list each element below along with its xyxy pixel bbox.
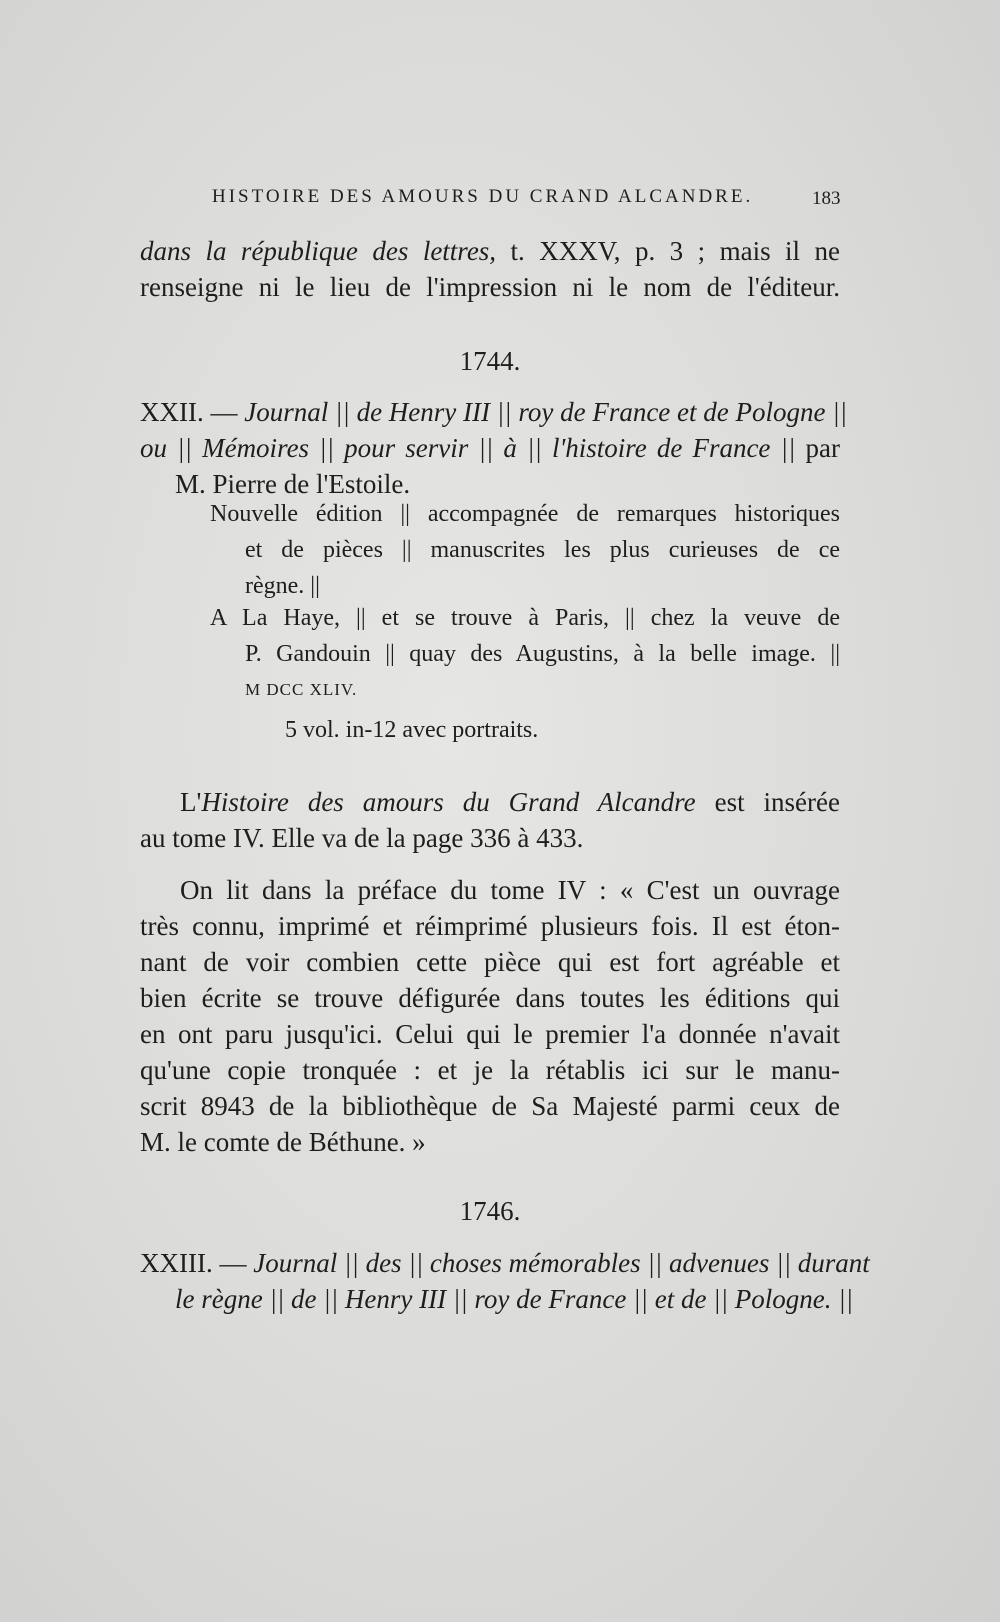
- text-line: [140, 233, 840, 269]
- italic-title: Histoire des amours du Grand Alcandre: [201, 787, 696, 817]
- entry-title: Journal || des || choses mémorables || advenues || durant: [253, 1248, 870, 1278]
- text-line: bien écrite se trouve défigurée dans toutes les éditions qui: [140, 983, 840, 1013]
- paragraph-insertion: [140, 784, 840, 856]
- bibliographic-entry-xxii: [140, 394, 848, 502]
- entry-title: le règne || de || Henry III || roy de France || et de || Pologne. ||: [175, 1284, 854, 1314]
- text-line: P. Gandouin || quay des Augustins, à la belle image. ||: [245, 641, 840, 667]
- text-span: L': [180, 787, 202, 817]
- running-title: HISTOIRE DES AMOURS DU CRAND ALCANDRE.: [212, 186, 754, 207]
- imprint-date: M DCC XLIV.: [245, 680, 358, 699]
- entry-number: XXIII. —: [140, 1248, 254, 1278]
- text-span: est insérée: [695, 787, 840, 817]
- volume-note: 5 vol. in-12 avec portraits.: [285, 717, 539, 743]
- text-line: M. Pierre de l'Estoile.: [175, 469, 411, 499]
- italic-title: dans la république des lettres,: [140, 236, 497, 266]
- text-line: On lit dans la préface du tome IV : « C'est un ouvrage: [180, 875, 840, 905]
- imprint-note: [210, 600, 840, 708]
- text-line: au tome IV. Elle va de la page 336 à 433.: [140, 823, 584, 853]
- text-line: en ont paru jusqu'ici. Celui qui le premier l'a donnée n'avait: [140, 1019, 840, 1049]
- paragraph-preface-quote: [140, 872, 840, 1160]
- text-line: [140, 784, 840, 820]
- entry-number: XXII. —: [140, 397, 245, 427]
- text-line: renseigne ni le lieu de l'impression ni le nom de l'éditeur.: [140, 272, 840, 302]
- text-line: [140, 1281, 854, 1317]
- text-line: très connu, imprimé et réimprimé plusieurs fois. Il est éton-: [140, 911, 840, 941]
- page-number: 183: [812, 188, 841, 209]
- text-span: par: [795, 433, 840, 463]
- bibliographic-entry-xxiii: [140, 1245, 870, 1317]
- year-heading-1744: 1744.: [459, 346, 521, 376]
- text-span: t. XXXV, p. 3 ; mais il ne: [496, 236, 840, 266]
- text-line: nant de voir combien cette pièce qui est fort agréable et: [140, 947, 840, 977]
- text-line: [140, 1245, 870, 1281]
- text-line: règne. ||: [245, 573, 320, 599]
- entry-title: ou || Mémoires || pour servir || à || l'histoire de France ||: [140, 433, 796, 463]
- text-line: scrit 8943 de la bibliothèque de Sa Majesté parmi ceux de: [140, 1091, 840, 1121]
- paragraph-continuation: [140, 233, 840, 305]
- entry-title: Journal || de Henry III || roy de France et de Pologne ||: [244, 397, 848, 427]
- text-line: A La Haye, || et se trouve à Paris, || chez la veuve de: [210, 605, 840, 631]
- year-heading-1746: 1746.: [459, 1196, 521, 1226]
- text-line: [140, 394, 848, 430]
- text-line: [140, 430, 840, 466]
- text-line: qu'une copie tronquée : et je la rétablis ici sur le manu-: [140, 1055, 840, 1085]
- text-line: Nouvelle édition || accompagnée de remarques historiques: [210, 501, 840, 527]
- edition-note: [210, 496, 840, 604]
- text-line: M. le comte de Béthune. »: [140, 1127, 426, 1157]
- text-line: et de pièces || manuscrites les plus curieuses de ce: [245, 537, 840, 563]
